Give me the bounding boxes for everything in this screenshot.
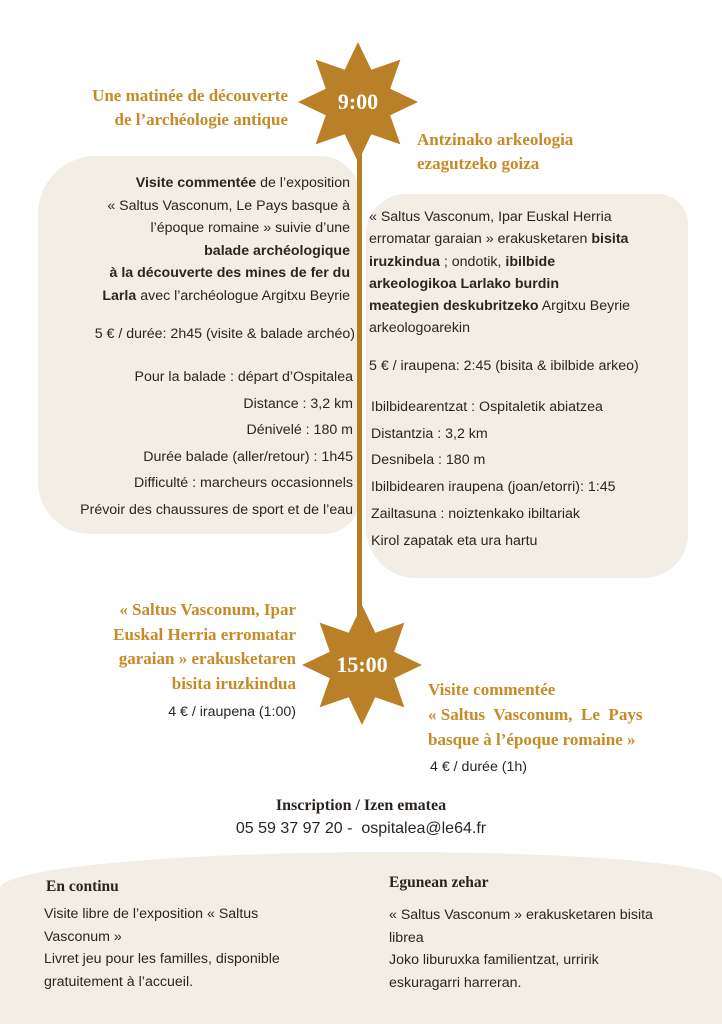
morning-fr-title: Une matinée de découverte de l’archéologie antique xyxy=(92,86,288,129)
eu-detail: Desnibela : 180 m xyxy=(371,452,486,469)
eu-detail: Ibilbidearen iraupena (joan/etorri): 1:45 xyxy=(371,479,616,496)
eu-description: « Saltus Vasconum, Ipar Euskal Herria erromatar garaian » erakusketaren bisita iruzkindua ; ondotik, ibilbide arkeologikoa Larlako burdin meategien deskubritzeko Argitxu Beyrie arkeologoarekin xyxy=(369,209,631,337)
inscription-title: Inscription / Izen ematea xyxy=(275,797,447,814)
star-9-00 xyxy=(296,40,420,164)
star-15-00 xyxy=(300,603,424,727)
afternoon-fr-price: 4 € / durée (1h) xyxy=(430,759,528,775)
eu-detail: Zailtasuna : noiztenkako ibiltariak xyxy=(371,505,580,522)
eu-details xyxy=(371,394,616,554)
morning-time: 9:00 xyxy=(337,89,379,114)
fr-detail: Dénivelé : 180 m xyxy=(246,422,353,439)
afternoon-time: 15:00 xyxy=(336,652,388,677)
fr-detail: Prévoir des chaussures de sport et de l’eau xyxy=(80,501,353,518)
continuous-eu-title: Egunean zehar xyxy=(389,874,489,891)
continuous-fr-text: Visite libre de l’exposition « Saltus Vasconum » Livret jeu pour les familles, disponible gratuitement à l’accueil. xyxy=(44,906,280,990)
eu-price: 5 € / iraupena: 2:45 (bisita & ibilbide arkeo) xyxy=(369,358,639,374)
fr-detail: Pour la balade : départ d’Ospitalea xyxy=(134,369,353,385)
inscription-contact[interactable]: 05 59 37 97 20 - ospitalea@le64.fr xyxy=(235,820,487,837)
continuous-eu-text: « Saltus Vasconum » erakusketaren bisita librea Joko liburuxka familientzat, urririk eskuragarri harreran. xyxy=(389,907,653,991)
fr-price: 5 € / durée: 2h45 (visite & balade archéo) xyxy=(94,326,355,342)
afternoon-eu-title: « Saltus Vasconum, Ipar Euskal Herria erromatar garaian » erakusketaren bisita iruzkindua xyxy=(113,600,296,693)
eu-detail: Kirol zapatak eta ura hartu xyxy=(371,532,538,549)
afternoon-fr-title: Visite commentée « Saltus Vasconum, Le Pays basque à l’époque romaine » xyxy=(428,680,643,749)
morning-eu-title: Antzinako arkeologia ezagutzeko goiza xyxy=(417,130,574,173)
fr-detail: Difficulté : marcheurs occasionnels xyxy=(134,475,353,492)
fr-details xyxy=(80,364,353,524)
eu-detail: Distantzia : 3,2 km xyxy=(371,425,488,442)
afternoon-eu-price: 4 € / iraupena (1:00) xyxy=(168,704,296,720)
fr-description: Visite commentée de l’exposition « Saltus Vasconum, Le Pays basque à l’époque romaine » suivie d’une balade archéologique à la découverte des mines de fer du Larla avec l’archéologue Argitxu Beyrie xyxy=(102,175,350,304)
fr-detail: Durée balade (aller/retour) : 1h45 xyxy=(143,448,353,465)
fr-detail: Distance : 3,2 km xyxy=(243,395,353,412)
eu-detail: Ibilbidearentzat : Ospitaletik abiatzea xyxy=(371,399,603,415)
timeline-line xyxy=(357,150,362,620)
continuous-fr-title: En continu xyxy=(46,878,119,895)
